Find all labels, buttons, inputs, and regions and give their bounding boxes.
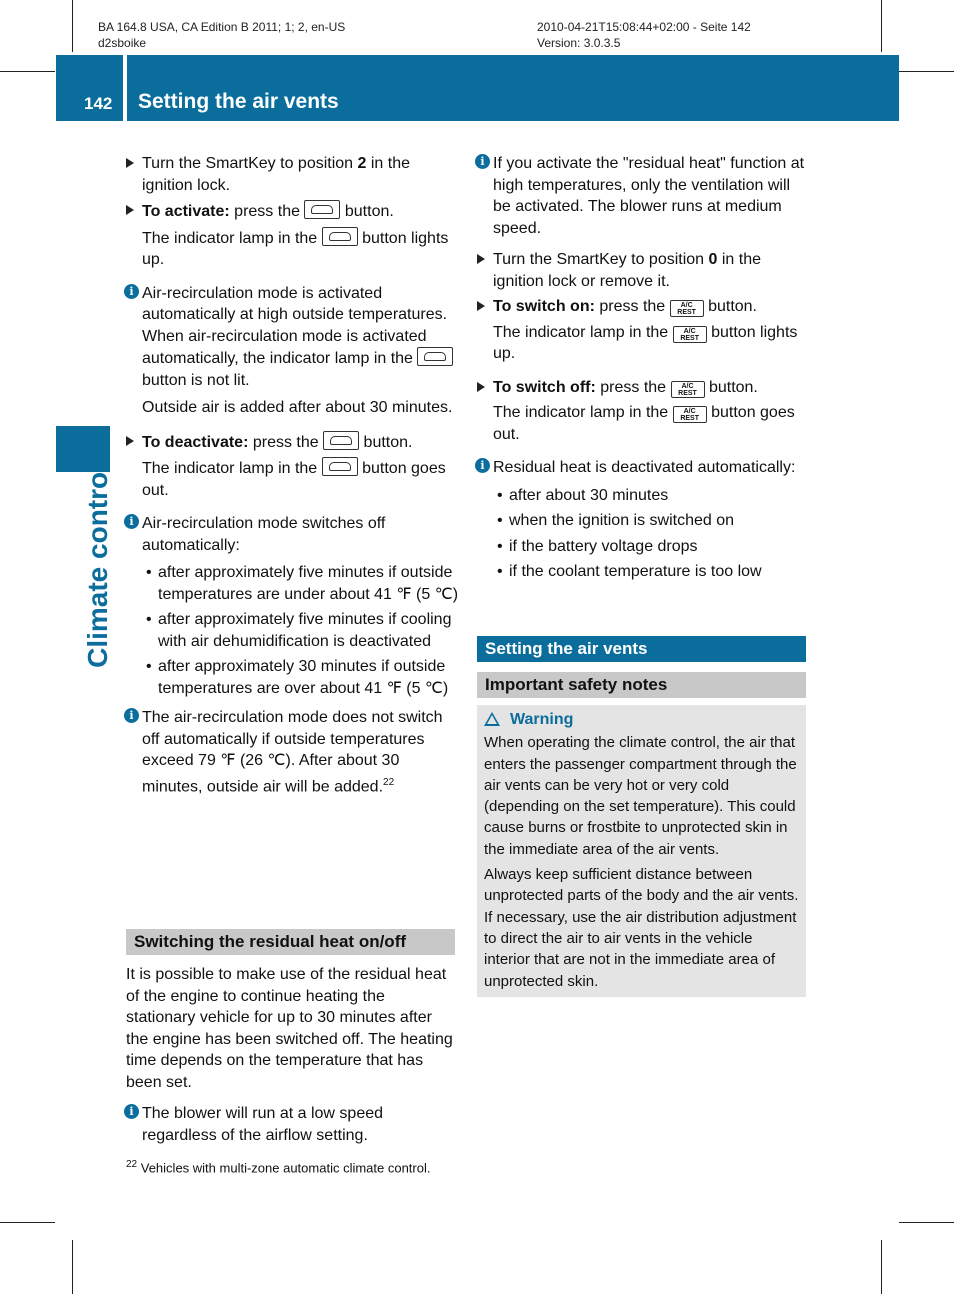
subsection-heading-safety: Important safety notes [477, 672, 806, 698]
result-text: button lights up. [493, 323, 798, 362]
instruction-step [126, 431, 458, 454]
recirc-button-icon [322, 227, 358, 246]
step-bold: 2 [357, 155, 367, 172]
list-item-text: after about 30 minutes [509, 486, 669, 504]
step-label: To switch on: [493, 298, 595, 315]
list-item: • after approximately five minutes if cooling with air dehumidification is deactivated [146, 611, 452, 650]
step-label: To switch off: [493, 378, 596, 396]
step-text: button. [704, 378, 758, 396]
step-result [477, 322, 809, 365]
info-text: The blower will run at a low speed regardless of the airflow setting. [142, 1105, 384, 1144]
info-icon: i [124, 708, 139, 723]
crop-mark [0, 71, 55, 72]
list-item: • after approximately 30 minutes if outside temperatures are over about 41 ℉ (5 ℃) [146, 658, 449, 697]
section-heading-residual-heat: Switching the residual heat on/off [126, 929, 455, 955]
step-text: press the [229, 203, 305, 220]
page-number: 142 [84, 94, 113, 113]
left-column-lower [126, 964, 458, 1152]
info-icon: i [124, 514, 139, 529]
instruction-step [126, 200, 458, 223]
info-text: button is not lit. [142, 371, 250, 389]
info-text: Air-recirculation mode is activated automatically at high outside temperatures. When air-recirculation mode is activated automatically, the indicator lamp in the [142, 284, 448, 367]
chapter-side-label: Climate control [82, 464, 113, 668]
result-text: button goes out. [493, 404, 795, 443]
left-column [126, 153, 458, 803]
crop-mark [899, 71, 954, 72]
list-item-text: after approximately 30 minutes if outside temperatures are over about 41 ℉ (5 ℃) [158, 658, 449, 697]
list-item-text: after approximately five minutes if cooling with air dehumidification is deactivated [158, 611, 452, 650]
recirc-button-icon [304, 200, 340, 219]
step-text: in the ignition lock. [142, 155, 411, 194]
step-text: Turn the SmartKey to position [142, 155, 358, 172]
info-note [477, 457, 809, 479]
instruction-step [477, 249, 809, 292]
header-divider [123, 55, 127, 121]
meta-line: d2sboike [98, 36, 147, 50]
step-text: Turn the SmartKey to position [493, 251, 709, 268]
info-icon: i [475, 458, 490, 473]
list-item-text: after approximately five minutes if outside temperatures are under about 41 ℉ (5 ℃) [158, 564, 459, 603]
right-column [477, 153, 809, 587]
step-text: press the [595, 378, 671, 396]
warning-triangle-icon [484, 712, 500, 726]
info-note [126, 1103, 458, 1146]
info-note-extra: Outside air is added after about 30 minutes. [142, 399, 453, 416]
result-text: button lights up. [142, 229, 449, 268]
result-text: The indicator lamp in the [493, 404, 673, 421]
step-result [126, 227, 458, 271]
info-text: Residual heat is deactivated automatically: [493, 459, 796, 476]
ac-rest-button-icon: A/C REST [671, 381, 705, 398]
warning-header [484, 709, 799, 730]
crop-mark [72, 0, 73, 52]
step-arrow-icon [477, 301, 485, 311]
step-result [477, 402, 809, 445]
warning-title: Warning [510, 711, 574, 728]
info-note [126, 513, 458, 556]
recirc-button-icon [322, 457, 358, 476]
step-bold: 0 [708, 251, 718, 268]
step-text: button. [340, 203, 394, 220]
step-text: press the [594, 298, 670, 315]
footnote [126, 1159, 430, 1175]
step-text: button. [703, 298, 757, 315]
recirc-button-icon [417, 347, 453, 366]
info-note [126, 707, 458, 797]
info-icon: i [475, 154, 490, 169]
list-item: • when the ignition is switched on [497, 512, 735, 529]
info-text: The air-recirculation mode does not switch off automatically if outside temperatures exceed 79 ℉ (26 ℃). After about 30 minutes, outside air will be added. [142, 709, 443, 795]
step-text: button. [359, 433, 413, 451]
info-text: Air-recirculation mode switches off automatically: [142, 515, 386, 554]
result-text: The indicator lamp in the [493, 323, 673, 341]
list-item: • after about 30 minutes [497, 486, 669, 504]
step-text: in the ignition lock or remove it. [493, 251, 762, 290]
footnote-ref: 22 [383, 776, 395, 788]
result-text: The indicator lamp in the [142, 229, 322, 247]
step-label: To activate: [142, 203, 230, 220]
footnote-number: 22 [126, 1159, 138, 1170]
page-title: Setting the air vents [138, 90, 339, 113]
footnote-text: Vehicles with multi-zone automatic climate control. [140, 1160, 431, 1176]
print-meta-left [98, 19, 345, 51]
result-text: button goes out. [142, 460, 446, 499]
section-body: It is possible to make use of the residual heat of the engine to continue heating the stationary vehicle for up to 30 minutes after the engine has been switched off. The heating time depends on the temperature that has been set. [126, 966, 453, 1091]
crop-mark [881, 0, 882, 52]
print-meta-right [537, 19, 751, 51]
warning-paragraph: Always keep sufficient distance between unprotected parts of the body and the air vents. If necessary, use the air distribution adjustment to direct the air to air vents in the vehicle interior that are not in the immediate area of unprotected skin. [484, 866, 799, 990]
instruction-step [126, 153, 458, 196]
crop-mark [72, 1240, 73, 1294]
list-item-text: when the ignition is switched on [509, 512, 735, 529]
list-item-text: if the battery voltage drops [509, 537, 698, 555]
step-text: press the [248, 433, 324, 451]
ac-rest-button-icon: A/C REST [673, 326, 707, 343]
ac-rest-button-icon: A/C REST [673, 406, 707, 423]
list-item: • if the battery voltage drops [497, 537, 698, 555]
meta-line: 2010-04-21T15:08:44+02:00 - Seite 142 [537, 20, 751, 34]
step-result [126, 457, 458, 501]
info-icon: i [124, 284, 139, 299]
warning-paragraph: When operating the climate control, the air that enters the passenger compartment through the air vents can be very hot or very cold (depending on the set temperature). This could cause burns or frostbite to unprotected skin in the immediate area of the air vents. [484, 734, 797, 858]
info-note [477, 153, 809, 239]
step-arrow-icon [477, 254, 485, 264]
crop-mark [881, 1240, 882, 1294]
info-note [126, 283, 458, 392]
ac-rest-button-icon: A/C REST [670, 300, 704, 317]
step-arrow-icon [126, 158, 134, 168]
step-arrow-icon [126, 436, 134, 446]
meta-line: BA 164.8 USA, CA Edition B 2011; 1; 2, en-US [98, 20, 346, 34]
info-icon: i [124, 1104, 139, 1119]
recirc-button-icon [323, 431, 359, 450]
step-arrow-icon [126, 205, 134, 215]
step-arrow-icon [477, 382, 485, 392]
instruction-step [477, 296, 809, 318]
list-item: • if the coolant temperature is too low [497, 563, 762, 580]
bullet-list [126, 562, 458, 699]
step-label: To deactivate: [142, 433, 249, 451]
warning-box [477, 705, 806, 997]
crop-mark [899, 1222, 954, 1223]
info-text: If you activate the "residual heat" function at high temperatures, only the ventilation will be activated. The blower runs at medium speed. [493, 155, 805, 237]
list-item-text: if the coolant temperature is too low [509, 563, 762, 580]
result-text: The indicator lamp in the [142, 460, 322, 477]
section-heading-air-vents: Setting the air vents [477, 636, 806, 662]
instruction-step [477, 377, 809, 399]
list-item: • after approximately five minutes if outside temperatures are under about 41 ℉ (5 ℃) [146, 564, 459, 603]
crop-mark [0, 1222, 55, 1223]
bullet-list [477, 485, 809, 583]
meta-line: Version: 3.0.3.5 [537, 36, 621, 50]
